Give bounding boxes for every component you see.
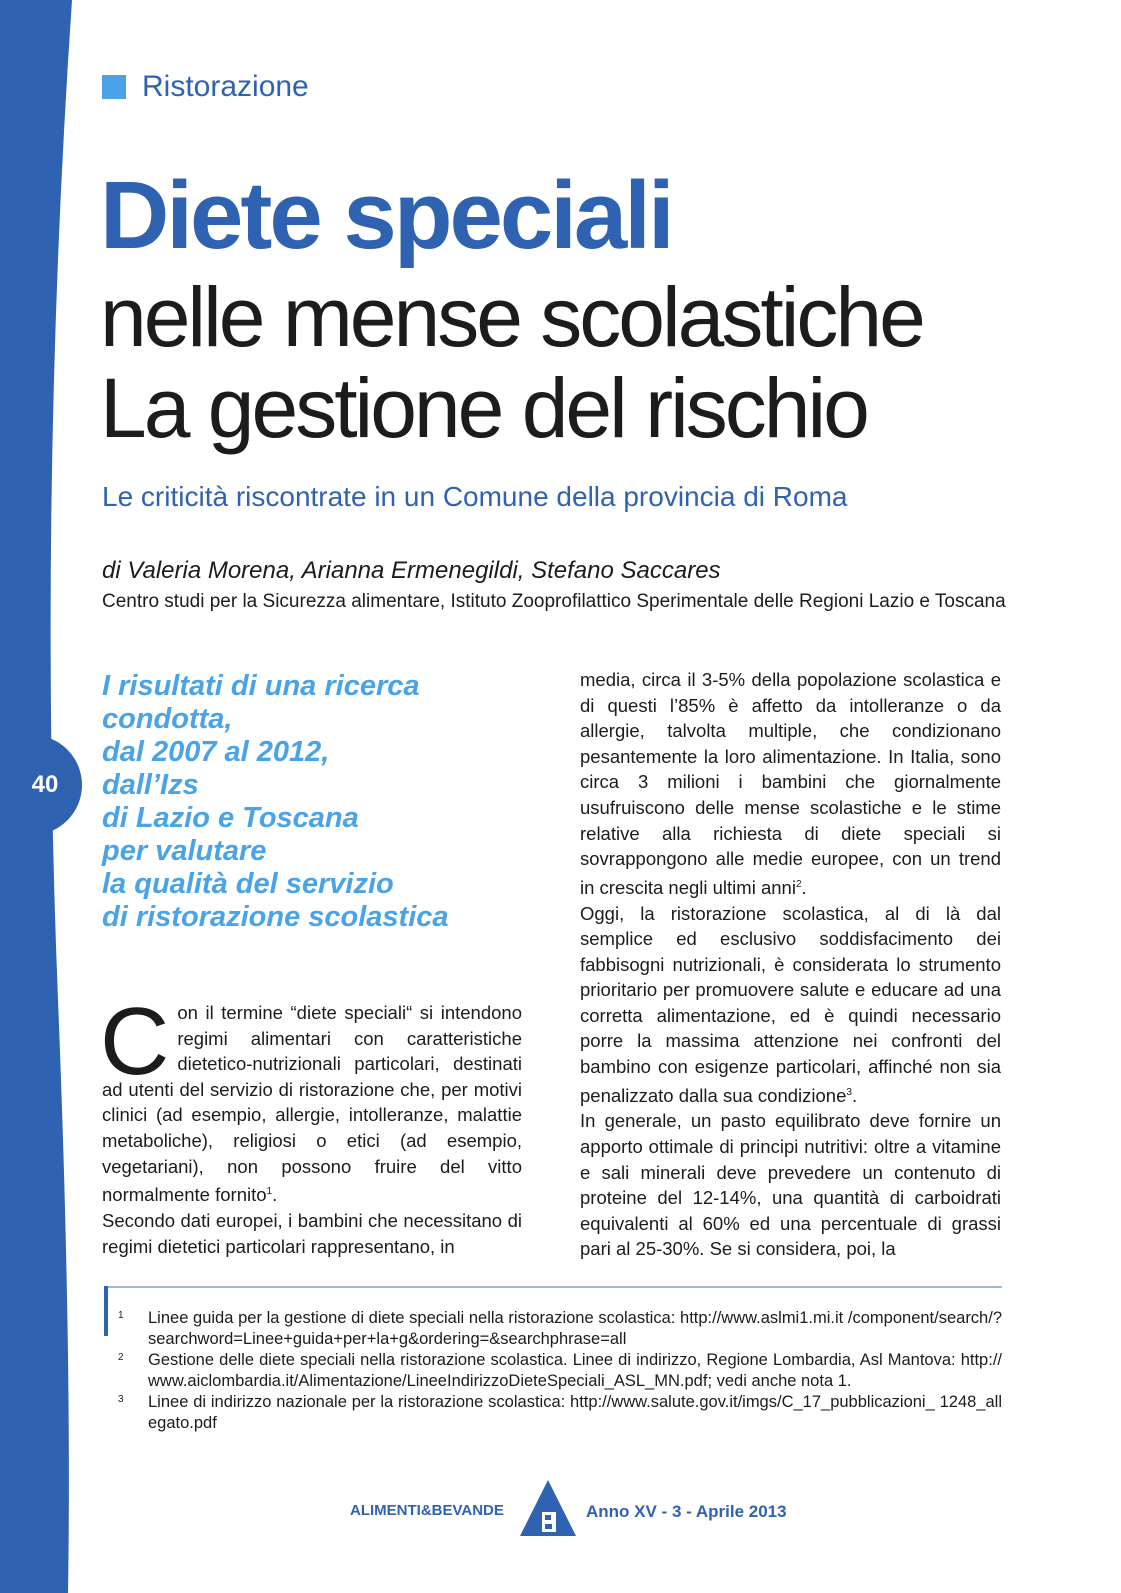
title-line-3: La gestione del rischio xyxy=(100,360,867,455)
lead-line: la qualità del servizio xyxy=(102,868,394,900)
paragraph-text: Oggi, la ristorazione scolastica, al di là dal semplice ed esclusivo soddisfacimento dei fabbisogni nutrizionali, è considerata lo strumento prioritario per promuovere salute e educare ad una corretta alimentazione, ed è quindi necessario porre la massima attenzione nei confronti del bambino con esigenze particolari, affinché non sia penalizzato dalla sua condizione xyxy=(580,902,1001,1106)
footnote-text[interactable]: Gestione delle diete speciali nella ristorazione scolastica. Linee di indirizzo, Regione Lombardia, Asl Mantova: http://www.aiclombardia.it/Alimentazione/LineeIndirizzoDieteSpeciali_ASL_MN.pdf; vedi anche nota 1. xyxy=(148,1351,1002,1390)
paragraph-end: . xyxy=(801,876,807,898)
footnote-number: 3 xyxy=(118,1394,124,1405)
page-number: 40 xyxy=(31,771,59,798)
footnote-item xyxy=(118,1308,1002,1350)
lead-line: di Lazio e Toscana xyxy=(102,802,359,834)
footnote-text[interactable]: Linee guida per la gestione di diete speciali nella ristorazione scolastica: http://www.aslmi1.mi.it /component/search/?searchword=Linee+guida+per+la+g&ordering=&searchphrase=all xyxy=(148,1309,1002,1348)
footnotes xyxy=(118,1308,1002,1434)
section-tag xyxy=(102,70,309,104)
author-affiliation: Centro studi per la Sicurezza alimentare, Istituto Zooprofilattico Sperimentale delle Regioni Lazio e Toscana xyxy=(102,591,1006,612)
footnote-item xyxy=(118,1350,1002,1392)
footnote-ref[interactable]: 1 xyxy=(266,1186,273,1198)
paragraph-end: . xyxy=(851,1084,858,1106)
footnote-divider xyxy=(104,1286,1002,1288)
body-column-right xyxy=(580,667,1001,1262)
footnote-ref[interactable]: 3 xyxy=(846,1086,852,1098)
lead-line: dall’Izs xyxy=(102,769,199,801)
paragraph-text: on il termine “diete speciali“ si intendono regimi alimentari con caratteristiche dietetico-nutrizionali particolari, destinati ad utenti del servizio di ristorazione che, per motivi clinici (ad esempio, allergie, intolleranze, malattie metaboliche), religiosi o etici (ad esempio, vegetariani), non possono fruire del vitto normalmente fornito xyxy=(102,1002,522,1206)
publication-logo-icon xyxy=(518,1478,578,1538)
footnote-number: 2 xyxy=(118,1352,124,1363)
lead-line: dal 2007 al 2012, xyxy=(102,736,330,768)
body-paragraph xyxy=(580,901,1001,1109)
footnote-item xyxy=(118,1392,1002,1434)
lead-line: per valutare xyxy=(102,835,267,867)
body-column-left xyxy=(100,988,522,1259)
footnote-bracket xyxy=(104,1286,108,1336)
publication-name: ALIMENTI&BEVANDE xyxy=(350,1502,504,1519)
title-line-2: nelle mense scolastiche xyxy=(100,270,923,364)
lead-pullquote xyxy=(102,670,542,934)
footnote-text[interactable]: Linee di indirizzo nazionale per la ristorazione scolastica: http://www.salute.gov.it/imgs/C_17_pubblicazioni_ 1248_allegato.pdf xyxy=(148,1393,1002,1432)
page-footer xyxy=(350,1478,810,1538)
lead-line: I risultati di una ricerca xyxy=(102,670,420,702)
article-title-continued xyxy=(100,272,923,453)
body-paragraph xyxy=(100,988,522,1208)
article-subtitle: Le criticità riscontrate in un Comune della provincia di Roma xyxy=(102,481,848,512)
issue-info: Anno XV - 3 - Aprile 2013 xyxy=(586,1502,787,1521)
body-paragraph xyxy=(580,667,1001,901)
lead-line: di ristorazione scolastica xyxy=(102,901,449,933)
section-label: Ristorazione xyxy=(142,70,309,103)
section-square-icon xyxy=(102,75,126,99)
article-title: Diete speciali xyxy=(100,162,672,269)
paragraph-end: . xyxy=(272,1184,278,1206)
lead-line: condotta, xyxy=(102,703,233,735)
paragraph-text: media, circa il 3-5% della popolazione scolastica e di questi l’85% è affetto da intolleranze o da allergie, talvolta multiple, che condizionano pesantemente la loro alimentazione. In Italia, sono circa 3 milioni i bambini che giornalmente usufruiscono delle mense scolastiche e le stime relative alla richiesta di diete speciali si sovrappongono alle medie europee, con un trend in crescita negli ultimi anni xyxy=(580,669,1001,898)
drop-cap: C xyxy=(100,988,170,1095)
footnote-number: 1 xyxy=(118,1310,124,1321)
body-paragraph: In generale, un pasto equilibrato deve fornire un apporto ottimale di principi nutritivi: oltre a vitamine e sali minerali deve prevedere un contenuto di proteine del 12-14%, una quantità di carboidrati equivalenti al 60% ed una percentuale di grassi pari al 25-30%. Se si considera, poi, la xyxy=(580,1110,1001,1260)
footnote-ref[interactable]: 2 xyxy=(795,878,802,890)
body-paragraph: Secondo dati europei, i bambini che necessitano di regimi dietetici particolari rappresentano, in xyxy=(102,1209,522,1257)
article-authors: di Valeria Morena, Arianna Ermenegildi, Stefano Saccares xyxy=(102,557,721,584)
